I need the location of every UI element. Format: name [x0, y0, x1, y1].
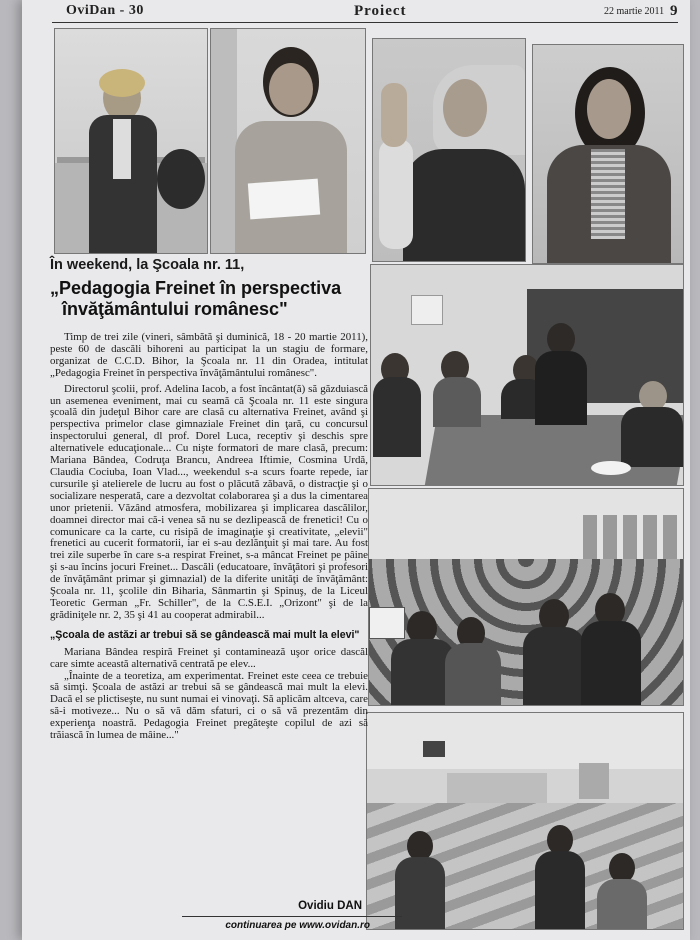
issue-date: 22 martie 2011 [604, 6, 665, 17]
article [50, 256, 368, 742]
article-kicker: În weekend, la Şcoala nr. 11, [50, 257, 245, 273]
headline-line-1: „Pedagogia Freinet în perspectiva [50, 278, 342, 298]
masthead: OviDan - 30 [66, 3, 144, 18]
headline-line-2: învăţământului românesc" [62, 299, 288, 319]
photo-participant-1 [372, 38, 526, 262]
continuation-link[interactable]: continuarea pe www.ovidan.ro [225, 920, 370, 931]
paragraph-bandea: Mariana Bândea respiră Freinet şi contaminează uşor orice dascăl care simte această alternativă centrată pe elev... [50, 645, 368, 670]
paragraph-intro: Timp de trei zile (vineri, sâmbătă şi duminică, 18 - 20 martie 2011), peste 60 de dascăli bihoreni au participat la un stagiu de formare, organizat de C.C.D. Bihor, la Şcoala nr. 11 din Oradea, intitulat „Pedagogia Freinet în perspectiva învăţământului românesc". [50, 331, 368, 379]
photo-speaker-2 [210, 28, 366, 254]
photo-classroom-1 [370, 264, 684, 486]
article-body-2 [50, 647, 368, 742]
paragraph-quote: „Înainte de a teoretiza, am experimentat. Freinet este ceea ce trebuie să simţi. Şcoala de astăzi ar trebui să se gândească mai mult la elevi. Dacă el se plictiseşte, nu sunt numai ei vinovaţi. Să aplicăm altceva, care să-i motiveze... Nu o să vă dăm sfaturi, ci o să vă prezentăm din experienţa noastră. Pedagogia Freinet pregăteşte copilul de azi să trăiască în lumea de mâine..." [50, 669, 368, 742]
footer-rule [182, 916, 402, 917]
paragraph-main: Directorul şcolii, prof. Adelina Iacob, a fost încântat(ă) să găzduiască un asemenea eveniment, mai cu seamă că Şcoala nr. 11 este singura şcoală din judeţul Bihor care are clasă cu alternativa Freinet, având şi perspectiva primelor clase gimnaziale Freinet din ţară, cu concursul inspectorului general, dl prof. Dorel Luca, receptiv şi deschis spre alternativele educaţionale... Cu nişte formatori de mare clasă, precum: Mariana Bândea, Codruţa Brancu, Andreea Iftimie, Cosmina Urdă, Claudia Cociuba, Ioan Vlad..., weekendul s-a scurs foarte repede, iar cursurile şi atelierele de lucru au fost o plăcută zăbavă, o distracţie şi o socializare nesperată, care a dezvoltat colaborarea şi a dus la cimentarea unor prietenii. Văzând atmosfera, mobilizarea şi implicarea dascălilor, doamnei director mai că-i venea să nu se dezlipească de frenetici! Cu o comunicare ca la carte, cu risipă de imaginaţie şi creativitate, „elevii" frenetici au cucerit formatorii, iar ei s-au dezlănţuit şi mai tare. Au fost trei zile superbe în care s-a respirat Freinet, s-a mâncat Freinet pe pâine şi s-au încins jocuri Freinet... Dascăli (educatoare, învăţători şi profesori de învăţământ primar şi gimnazial) de la diferite unităţi de învăţământ: Şcoala nr. 11, şcolile din Biharia, Sânmartin şi Spinuş, de la Liceul Teoretic German „Fr. Schiller", de la C.S.E.I. „Orizont" şi de la grădiniţele nr. 2, 35 şi 41 au cooperat admirabil... [50, 382, 368, 621]
article-subheading: „Şcoala de astăzi ar trebui să se gândească mai mult la elevi" [50, 628, 360, 641]
header-rule [52, 22, 678, 23]
section-title: Proiect [354, 3, 407, 19]
photo-workshop-group [368, 488, 684, 706]
photo-classroom-2 [366, 712, 684, 930]
photo-speaker-1 [54, 28, 208, 254]
article-headline [50, 278, 368, 320]
article-author: Ovidiu DAN [298, 900, 362, 912]
article-body [50, 332, 368, 622]
photo-participant-2 [532, 44, 684, 264]
page-header [22, 0, 690, 22]
page-number: 9 [670, 3, 678, 19]
